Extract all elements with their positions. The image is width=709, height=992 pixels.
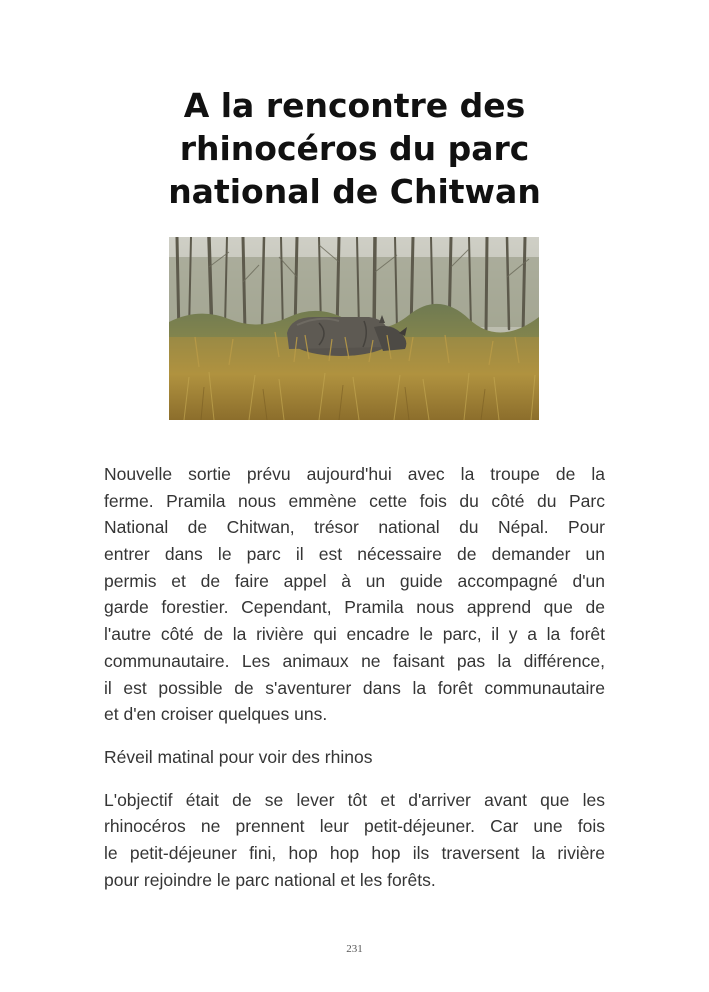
rhino-photo-illustration	[169, 237, 539, 420]
text-line: Réveil matinal pour voir des rhinos	[104, 746, 373, 767]
text-line: ferme. Pramila nous emmène cette fois du côté du Parc	[104, 490, 605, 511]
text-line: Nouvelle sortie prévu aujourd'hui avec la troupe de la	[104, 464, 605, 484]
page-title	[104, 84, 605, 213]
text-line: il est possible de s'aventurer dans la forêt communautaire	[104, 677, 605, 698]
article-body	[104, 461, 605, 909]
text-line: et d'en croiser quelques uns.	[104, 704, 328, 725]
paragraph-intro	[104, 461, 605, 728]
text-line: rhinocéros ne prennent leur petit-déjeuner. Car une fois	[104, 816, 605, 837]
text-line: communautaire. Les animaux ne faisant pas la différence,	[104, 650, 605, 671]
text-line: L'objectif était de se lever tôt et d'arriver avant que les	[104, 789, 605, 810]
text-line: le petit-déjeuner fini, hop hop hop ils traversent la rivière	[104, 842, 605, 863]
text-line: permis et de faire appel à un guide accompagné d'un	[104, 570, 605, 591]
text-line: National de Chitwan, trésor national du Népal. Pour	[104, 517, 605, 538]
text-line: entrer dans le parc il est nécessaire de demander un	[104, 544, 605, 565]
text-line: garde forestier. Cependant, Pramila nous apprend que de	[104, 597, 605, 618]
rhino-photo	[169, 237, 539, 420]
title-line: rhinocéros du parc	[179, 129, 530, 168]
paragraph-objective	[104, 787, 605, 894]
text-line: l'autre côté de la rivière qui encadre le parc, il y a la forêt	[104, 624, 605, 645]
title-line: national de Chitwan	[168, 172, 541, 211]
text-line: pour rejoindre le parc national et les forêts.	[104, 869, 436, 890]
page-number: 231	[346, 943, 363, 955]
section-subheading	[104, 744, 605, 771]
title-line: A la rencontre des	[183, 86, 526, 125]
